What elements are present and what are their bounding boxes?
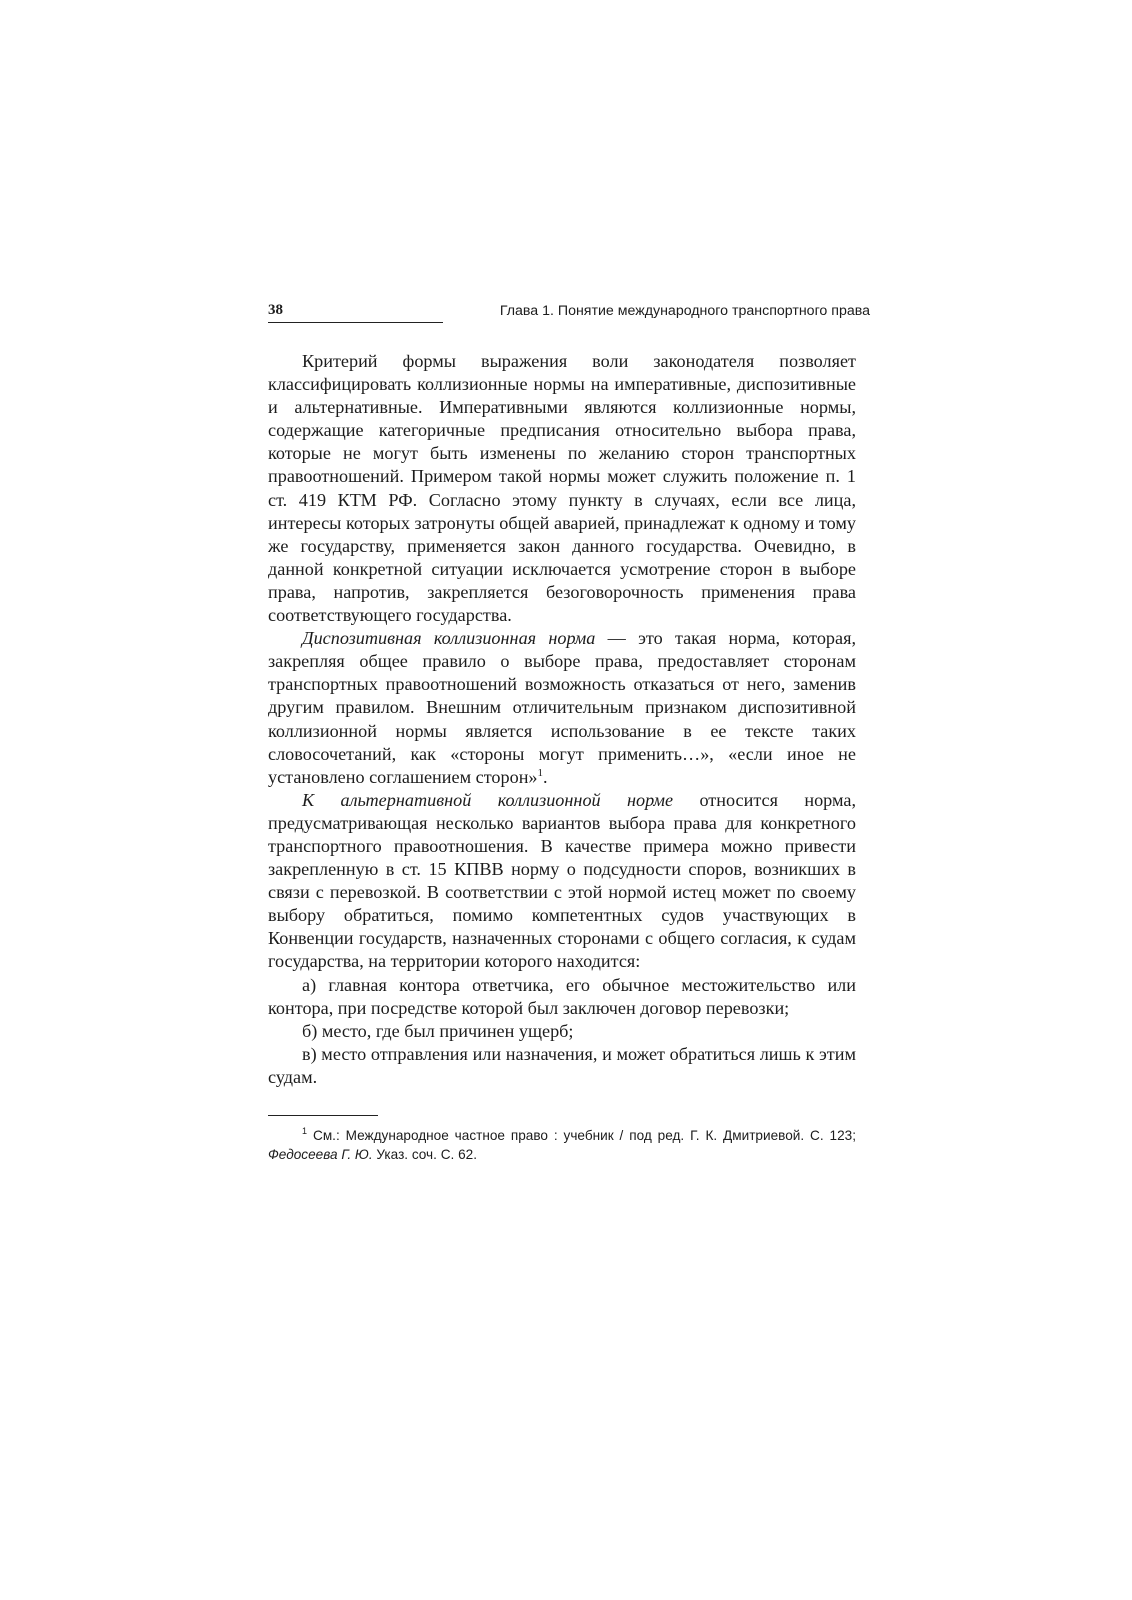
footnote-rule	[268, 1115, 378, 1116]
page-number: 38	[268, 302, 283, 318]
footnote: $^1$ См.: Международное частное право : учебник / под ред. Г. К. Дмитриевой. С. 123; Федосеева Г. Ю. Указ. соч. С. 62.	[268, 1126, 856, 1162]
running-header	[268, 298, 870, 324]
list-item-a: а) главная контора ответчика, его обычное местожительство или контора, при посредстве которой был заключен договор перевозки;	[268, 974, 856, 1018]
paragraph-dispositive: Диспозитивная коллизионная норма — это такая норма, которая, закрепляя общее правило о выборе права, предоставляет сторонам транспортных правоотношений возможность отказаться от него, заменив другим правилом. Внешним отличительным признаком диспозитивной коллизионной нормы является использование в ее тексте таких словосочетаний, как «стороны могут применить…», «если иное не установлено соглашением сторон»$^1$.	[268, 628, 856, 787]
list-item-b: б) место, где был причинен ущерб;	[302, 1020, 574, 1041]
book-page	[268, 298, 870, 1164]
term-dispositive: Диспозитивная коллизионная норма	[302, 628, 596, 649]
paragraph-alternative: К альтернативной коллизионной норме относится норма, предусматривающая несколько вариантов выбора права для конкретного транспортного правоотношения. В качестве примера можно привести закрепленную в ст. 15 КПВВ норму о подсудности споров, возникших в связи с перевозкой. В соответствии с этой нормой истец может по своему выбору обратиться, помимо компетентных судов участвующих в Конвенции государств, назначенных сторонами с общего согласия, к судам государства, на территории которого находится:	[268, 789, 856, 972]
body-text	[268, 350, 856, 1089]
term-alternative: К альтернативной коллизионной норме	[302, 789, 674, 810]
chapter-title: Глава 1. Понятие международного транспортного права	[499, 303, 870, 319]
paragraph-imperative: Критерий формы выражения воли законодателя позволяет классифицировать коллизионные нормы на императивные, диспозитивные и альтернативные. Императивными являются коллизионные нормы, содержащие категоричные предписания относительно выбора права, которые не могут быть изменены по желанию сторон транспортных правоотношений. Примером такой нормы может служить положение п. 1 ст. 419 КТМ РФ. Согласно этому пункту в случаях, если все лица, интересы которых затронуты общей аварией, принадлежат к одному и тому же государству, применяется закон данного государства. Очевидно, в данной конкретной ситуации исключается усмотрение сторон в выборе права, напротив, закрепляется безоговорочность применения права соответствующего государства.	[268, 351, 856, 626]
list-item-c: в) место отправления или назначения, и может обратиться лишь к этим судам.	[268, 1043, 856, 1087]
header-rule	[268, 322, 443, 323]
footnote-marker: 1	[302, 1126, 308, 1137]
footnote-reference[interactable]: 1	[537, 766, 544, 779]
footnote-author: Федосеева Г. Ю.	[268, 1147, 373, 1162]
